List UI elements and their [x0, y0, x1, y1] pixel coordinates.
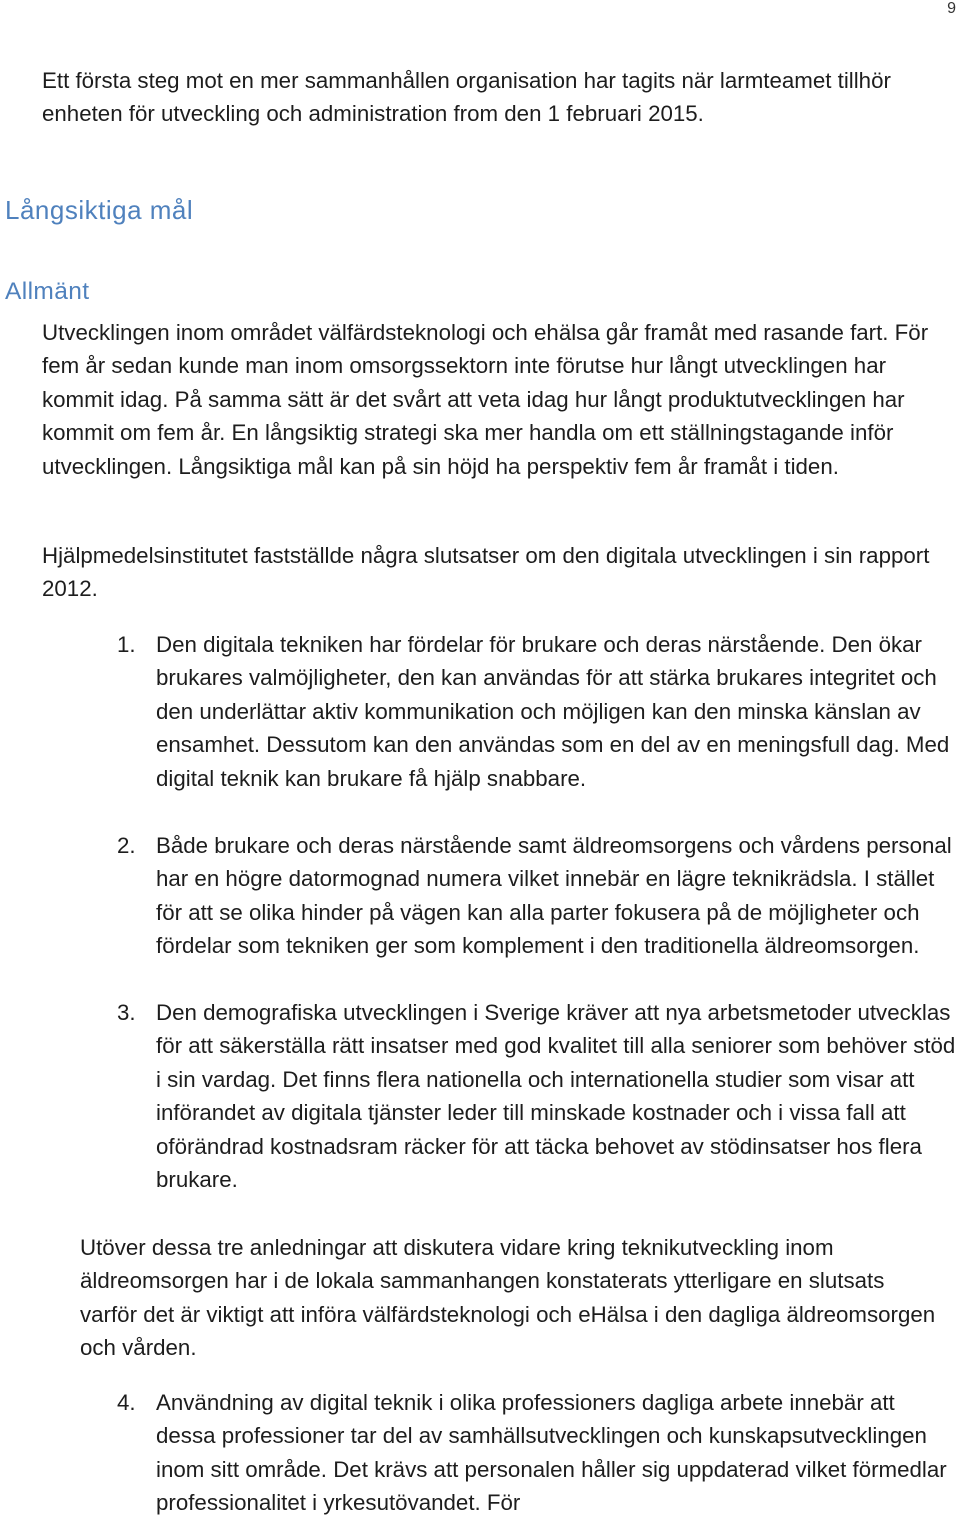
body-paragraph-2: Hjälpmedelsinstitutet fastställde några slutsatser om den digitala utvecklingen i sin rapport 2012. — [42, 543, 930, 602]
list-text: Den digitala tekniken har fördelar för brukare och deras närstående. Den ökar brukares valmöjligheter, den kan användas för att stärka brukares integritet och den underlättar aktiv kommunikation och möjligen kan den minska känslan av ensamhet. Dessutom kan den användas som en del av en meningsfull dag. Med digital teknik kan brukare få hjälp snabbare. — [156, 632, 950, 791]
list-number: 4. — [117, 1390, 136, 1415]
intro-paragraph: Ett första steg mot en mer sammanhållen organisation har tagits när larmteamet tillhör enheten för utveckling och administration from den 1 februari 2015. — [42, 68, 891, 127]
list-number: 1. — [117, 632, 136, 657]
list-text: Användning av digital teknik i olika professioners dagliga arbete innebär att dessa professioner tar del av samhällsutvecklingen och kunskapsutvecklingen inom sitt område. Det krävs att personalen håller sig uppdaterad vilket förmedlar professionalitet i yrkesutövandet. För — [156, 1390, 947, 1516]
subsection-heading: Allmänt — [5, 278, 90, 305]
list-text: Både brukare och deras närstående samt äldreomsorgens och vårdens personal har en högre datormognad numera vilket innebär en lägre teknikrädsla. I stället för att se olika hinder på vägen kan alla parter fokusera på de möjligheter och fördelar som tekniken ger som komplement i den traditionella äldreomsorgen. — [156, 833, 952, 959]
page-number: 9 — [947, 0, 956, 17]
list-number: 3. — [117, 1000, 136, 1025]
body-paragraph-3: Utöver dessa tre anledningar att diskutera vidare kring teknikutveckling inom äldreomsorgen har i de lokala sammanhangen konstaterats ytterligare en slutsats varför det är viktigt att införa välfärdsteknologi och eHälsa i den dagliga äldreomsorgen och vården. — [80, 1235, 936, 1361]
list-number: 2. — [117, 833, 136, 858]
section-heading: Långsiktiga mål — [5, 195, 194, 225]
body-paragraph-1: Utvecklingen inom området välfärdsteknologi och ehälsa går framåt med rasande fart. För fem år sedan kunde man inom omsorgssektorn inte förutse hur långt utvecklingen har kommit idag. På samma sätt är det svårt att veta idag hur långt produktutvecklingen har kommit om fem år. En långsiktig strategi ska mer handla om ett ställningstagande inför utvecklingen. Långsiktiga mål kan på sin höjd ha perspektiv fem år framåt i tiden. — [42, 320, 929, 479]
list-text: Den demografiska utvecklingen i Sverige kräver att nya arbetsmetoder utvecklas för att säkerställa rätt insatser med god kvalitet till alla seniorer som behöver stöd i sin vardag. Det finns flera nationella och internationella studier som visar att införandet av digitala tjänster leder till minskade kostnader och i vissa fall att oförändrad kostnadsram räcker för att täcka behovet av stödinsatser hos flera brukare. — [156, 1000, 956, 1193]
